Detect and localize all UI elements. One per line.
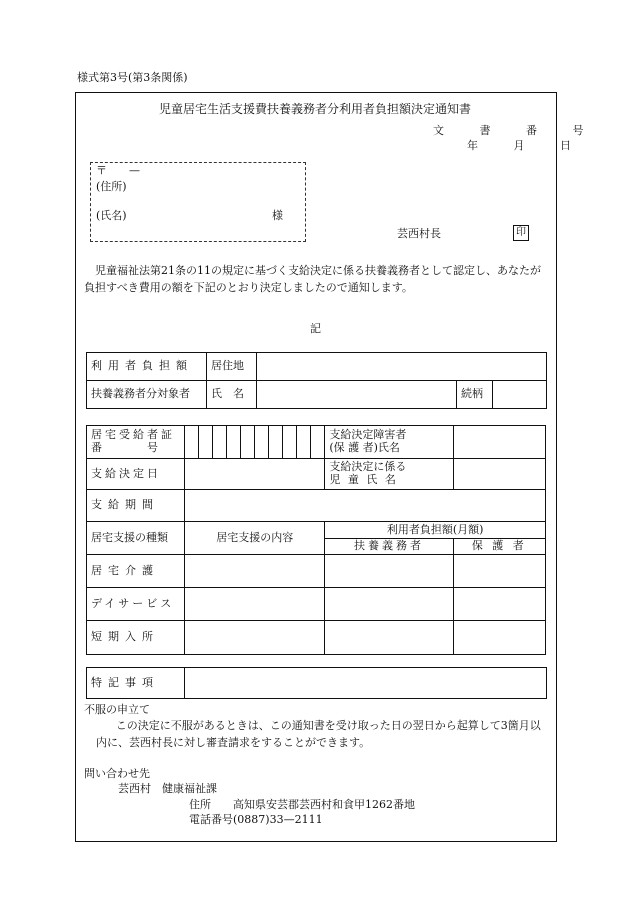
seal-mark: 印 [513,225,529,241]
burden-label: 利用者負担額 [87,353,207,381]
obligor-column: 扶養義務者 [325,539,453,555]
service-short-stay: 短期入所 [87,621,185,655]
special-notes-value [185,668,547,699]
cert-digit [227,426,241,459]
child-name-value [453,459,545,490]
special-notes-label: 特記事項 [87,668,185,699]
service-day-service: デイサービス [87,588,185,621]
disabled-person-label [325,426,453,459]
guardian-amount [453,621,545,655]
cert-digit [297,426,311,459]
disabled-label-2: (保 護 者)氏名 [329,441,400,454]
cert-digit [269,426,283,459]
obligor-label: 扶養義務者分対象者 [87,381,207,409]
obligor-amount [325,588,453,621]
service-content [185,621,325,655]
obligor-amount [325,621,453,655]
notice-body: 児童福祉法第21条の11の規定に基づく支給決定に係る扶養義務者として認定し、あなたが負担すべき費用の額を下記のとおり決定しましたので通知します。 [84,264,541,294]
service-content [185,555,325,588]
honorific: 様 [272,209,283,222]
recipient-table [86,352,547,409]
obligor-name-value [257,381,457,409]
decision-date-value [185,459,325,490]
support-table [86,425,546,655]
name-label: (氏名) [96,209,127,222]
service-home-care: 居宅介護 [87,555,185,588]
obligor-amount [325,555,453,588]
relation-label: 続柄 [457,381,493,409]
residence-label: 居住地 [207,353,257,381]
appeal-heading: 不服の申立て [84,703,150,716]
guardian-amount [453,555,545,588]
child-label-1: 支給決定に係る [329,460,407,474]
cert-digit [185,426,199,459]
document-title: 児童居宅生活支援費扶養義務者分利用者負担額決定通知書 [158,102,471,116]
special-notes-table [86,667,547,699]
contact-address: 住所 高知県安芸郡芸西村和食甲1262番地 [189,798,415,811]
child-label-2: 児 童 氏 名 [329,473,398,486]
service-content [185,588,325,621]
guardian-amount [453,588,545,621]
contact-heading: 問い合わせ先 [84,767,150,780]
appeal-text: この決定に不服があるときは、この通知書を受け取った日の翌日から起算して3箇月以内に、芸西村長に対し審査請求をすることができます。 [96,719,541,749]
cert-no-label-2: 番 号 [91,441,161,454]
ki-mark: 記 [310,322,321,335]
contact-office: 芸西村 健康福祉課 [118,782,217,795]
cert-digit [213,426,227,459]
form-label: 様式第3号(第3条関係) [77,71,188,84]
residence-value [257,353,547,381]
cert-digit [311,426,325,459]
monthly-burden-label: 利用者負担額(月額) [325,522,546,539]
child-name-label [325,459,453,490]
cert-digit [283,426,297,459]
support-type-label: 居宅支援の種類 [87,522,185,555]
support-content-label: 居宅支援の内容 [185,522,325,555]
disabled-label-1: 支給決定障害者 [329,428,407,442]
issuer-name: 芸西村長 [397,227,441,240]
document-date: 年 月 日 [467,139,587,152]
relation-value [493,381,547,409]
postal-code: 〒 — [96,164,140,177]
cert-no-label [87,426,185,459]
obligor-name-label: 氏 名 [207,381,257,409]
cert-digit [241,426,255,459]
cert-digit [199,426,213,459]
guardian-column: 保 護 者 [453,539,545,555]
contact-phone: 電話番号(0887)33—2111 [189,813,323,826]
document-number: 文 書 番 号 [433,124,600,137]
decision-date-label: 支給決定日 [87,459,185,490]
disabled-person-value [453,426,545,459]
address-label: (住所) [96,180,127,193]
period-value [185,490,546,522]
period-label: 支給期間 [87,490,185,522]
cert-digit [255,426,269,459]
cert-no-label-1: 居宅受給者証 [91,428,175,442]
